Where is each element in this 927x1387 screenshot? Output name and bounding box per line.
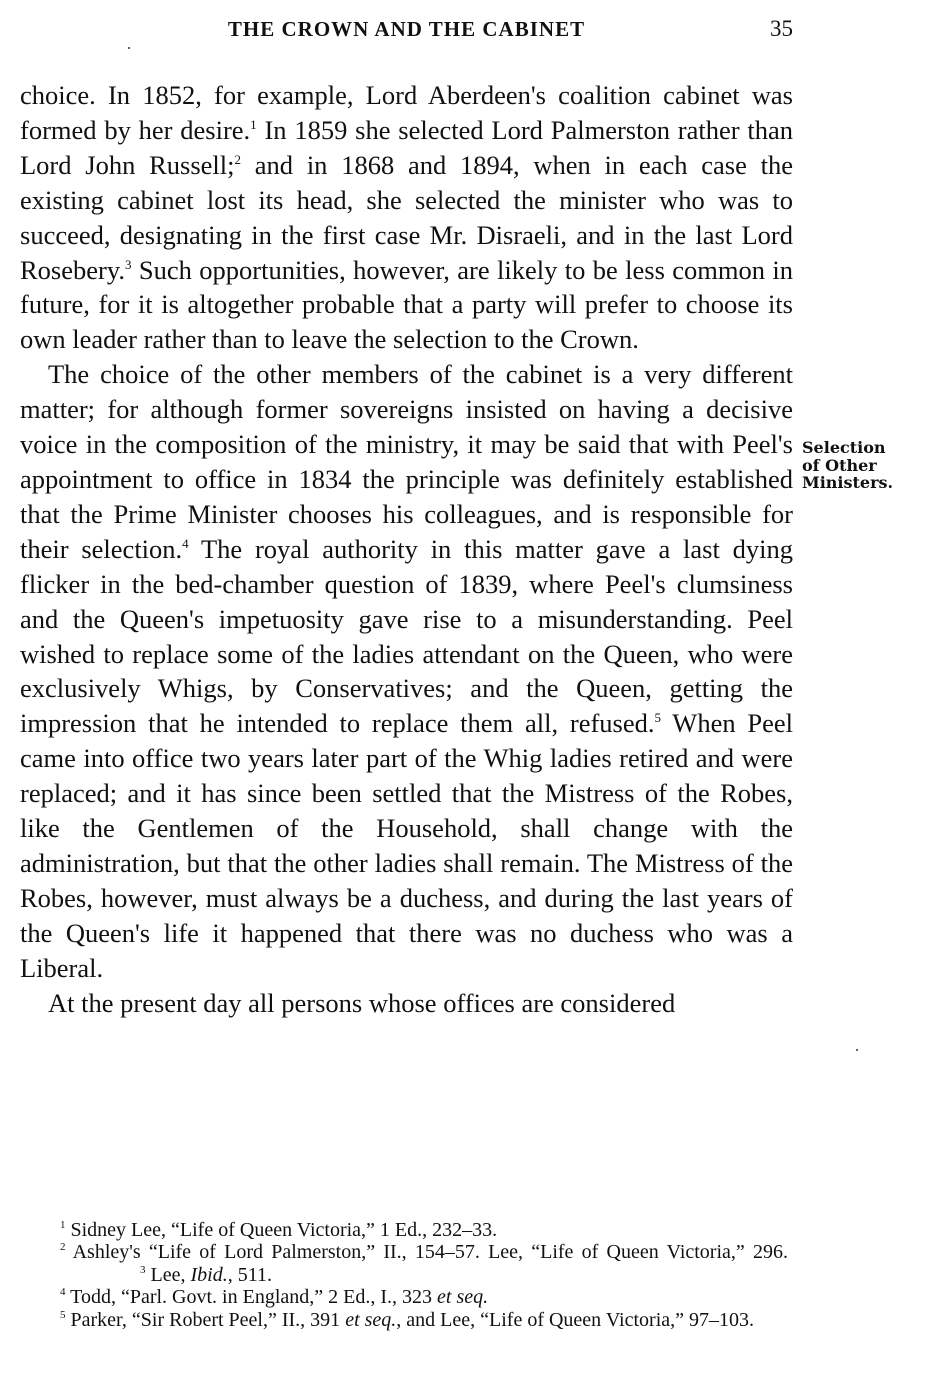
footnote-ref: 5 xyxy=(654,710,661,726)
footnote-text: Parker, “Sir Robert Peel,” II., 391 xyxy=(65,1308,346,1331)
footnote-ref: 3 xyxy=(125,256,132,272)
footnote-italic: Ibid. xyxy=(190,1263,228,1286)
footnotes xyxy=(20,1219,788,1331)
footnote-inline xyxy=(140,1264,272,1286)
footnote-text: Lee, xyxy=(145,1263,191,1286)
print-speck xyxy=(128,47,130,49)
footnote-text: , and Lee, “Life of Queen Victoria,” 97–103. xyxy=(396,1308,755,1331)
paragraph xyxy=(20,986,793,1021)
footnote-italic: et seq. xyxy=(345,1308,397,1331)
text-run: The choice of the other members of the cabinet is a very different matter; for although former sovereigns insisted on having a decisive voice in the composition of the ministry, it may be said that with Peel's appointment to office in 1834 the principle was definitely established that the Prime Minister chooses his colleagues, and is responsible for their selection. xyxy=(20,359,793,564)
footnote xyxy=(20,1241,788,1286)
text-run: When Peel came into office two years later part of the Whig ladies retired and were replaced; and it has since been settled that the Mistress of the Robes, like the Gentlemen of the Household, shall change with the administration, but that the other ladies shall remain. The Mistress of the Robes, however, must always be a duchess, and during the last years of the Queen's life it happened that there was no duchess who was a Liberal. xyxy=(20,708,793,983)
print-speck xyxy=(856,1049,858,1051)
margin-note-line: Ministers. xyxy=(802,473,894,492)
text-run: In 1859 she selected Lord Palmerston rather than Lord John Russell; xyxy=(20,114,793,180)
footnote xyxy=(20,1286,788,1308)
page-number: 35 xyxy=(770,16,793,41)
footnote-mark: 2 xyxy=(60,1241,66,1254)
text-run: and in 1868 and 1894, when in each case the existing cabinet lost its head, she selected the minister who was to succeed, designating in the first case Mr. Disraeli, and in the last Lord Rosebery. xyxy=(20,149,793,285)
footnote-ref: 1 xyxy=(250,116,257,132)
footnote-mark: 5 xyxy=(60,1308,66,1321)
footnote-text: Sidney Lee, “Life of Queen Victoria,” 1 Ed., 232–33. xyxy=(65,1219,498,1241)
footnote-italic: et seq. xyxy=(437,1286,489,1309)
footnote-text: , 511. xyxy=(227,1263,272,1286)
footnote-mark: 4 xyxy=(60,1286,66,1299)
footnote-text: Todd, “Parl. Govt. in England,” 2 Ed., I., 323 xyxy=(65,1286,438,1309)
text-run: The royal authority in this matter gave a last dying flicker in the bed-chamber question of 1839, where Peel's clumsiness and the Queen's impetuosity gave rise to a misunderstanding. Peel wished to replace some of the ladies attendant on the Queen, who were exclusively Whigs, by Conservatives; and the Queen, getting the impression that he intended to replace them all, refused. xyxy=(20,533,793,739)
text-run: Such opportunities, however, are likely to be less common in future, for it is altogether probable that a party will prefer to choose its own leader rather than to leave the selection to the Crown. xyxy=(20,254,793,355)
margin-note xyxy=(802,439,902,492)
footnote-ref: 4 xyxy=(182,535,189,551)
running-title: THE CROWN AND THE CABINET xyxy=(227,17,586,41)
footnote-mark: 3 xyxy=(140,1263,146,1276)
body-text xyxy=(20,78,793,1020)
footnote-ref: 2 xyxy=(234,151,242,167)
footnote-text: Ashley's “Life of Lord Palmerston,” II., 154–57. Lee, “Life of Queen Victoria,” 296. xyxy=(65,1241,788,1264)
text-run: choice. In 1852, for example, Lord Aberdeen's coalition cabinet was formed by her desire. xyxy=(20,80,793,145)
footnote xyxy=(20,1309,788,1331)
running-head xyxy=(20,13,793,45)
margin-note-line: Selection xyxy=(802,438,886,457)
footnote xyxy=(20,1219,788,1241)
margin-note-line: of Other xyxy=(802,455,877,475)
text-run: At the present day all persons whose offices are considered xyxy=(48,987,676,1018)
footnote-mark: 1 xyxy=(60,1219,66,1231)
paragraph xyxy=(20,78,793,357)
paragraph xyxy=(20,357,793,985)
